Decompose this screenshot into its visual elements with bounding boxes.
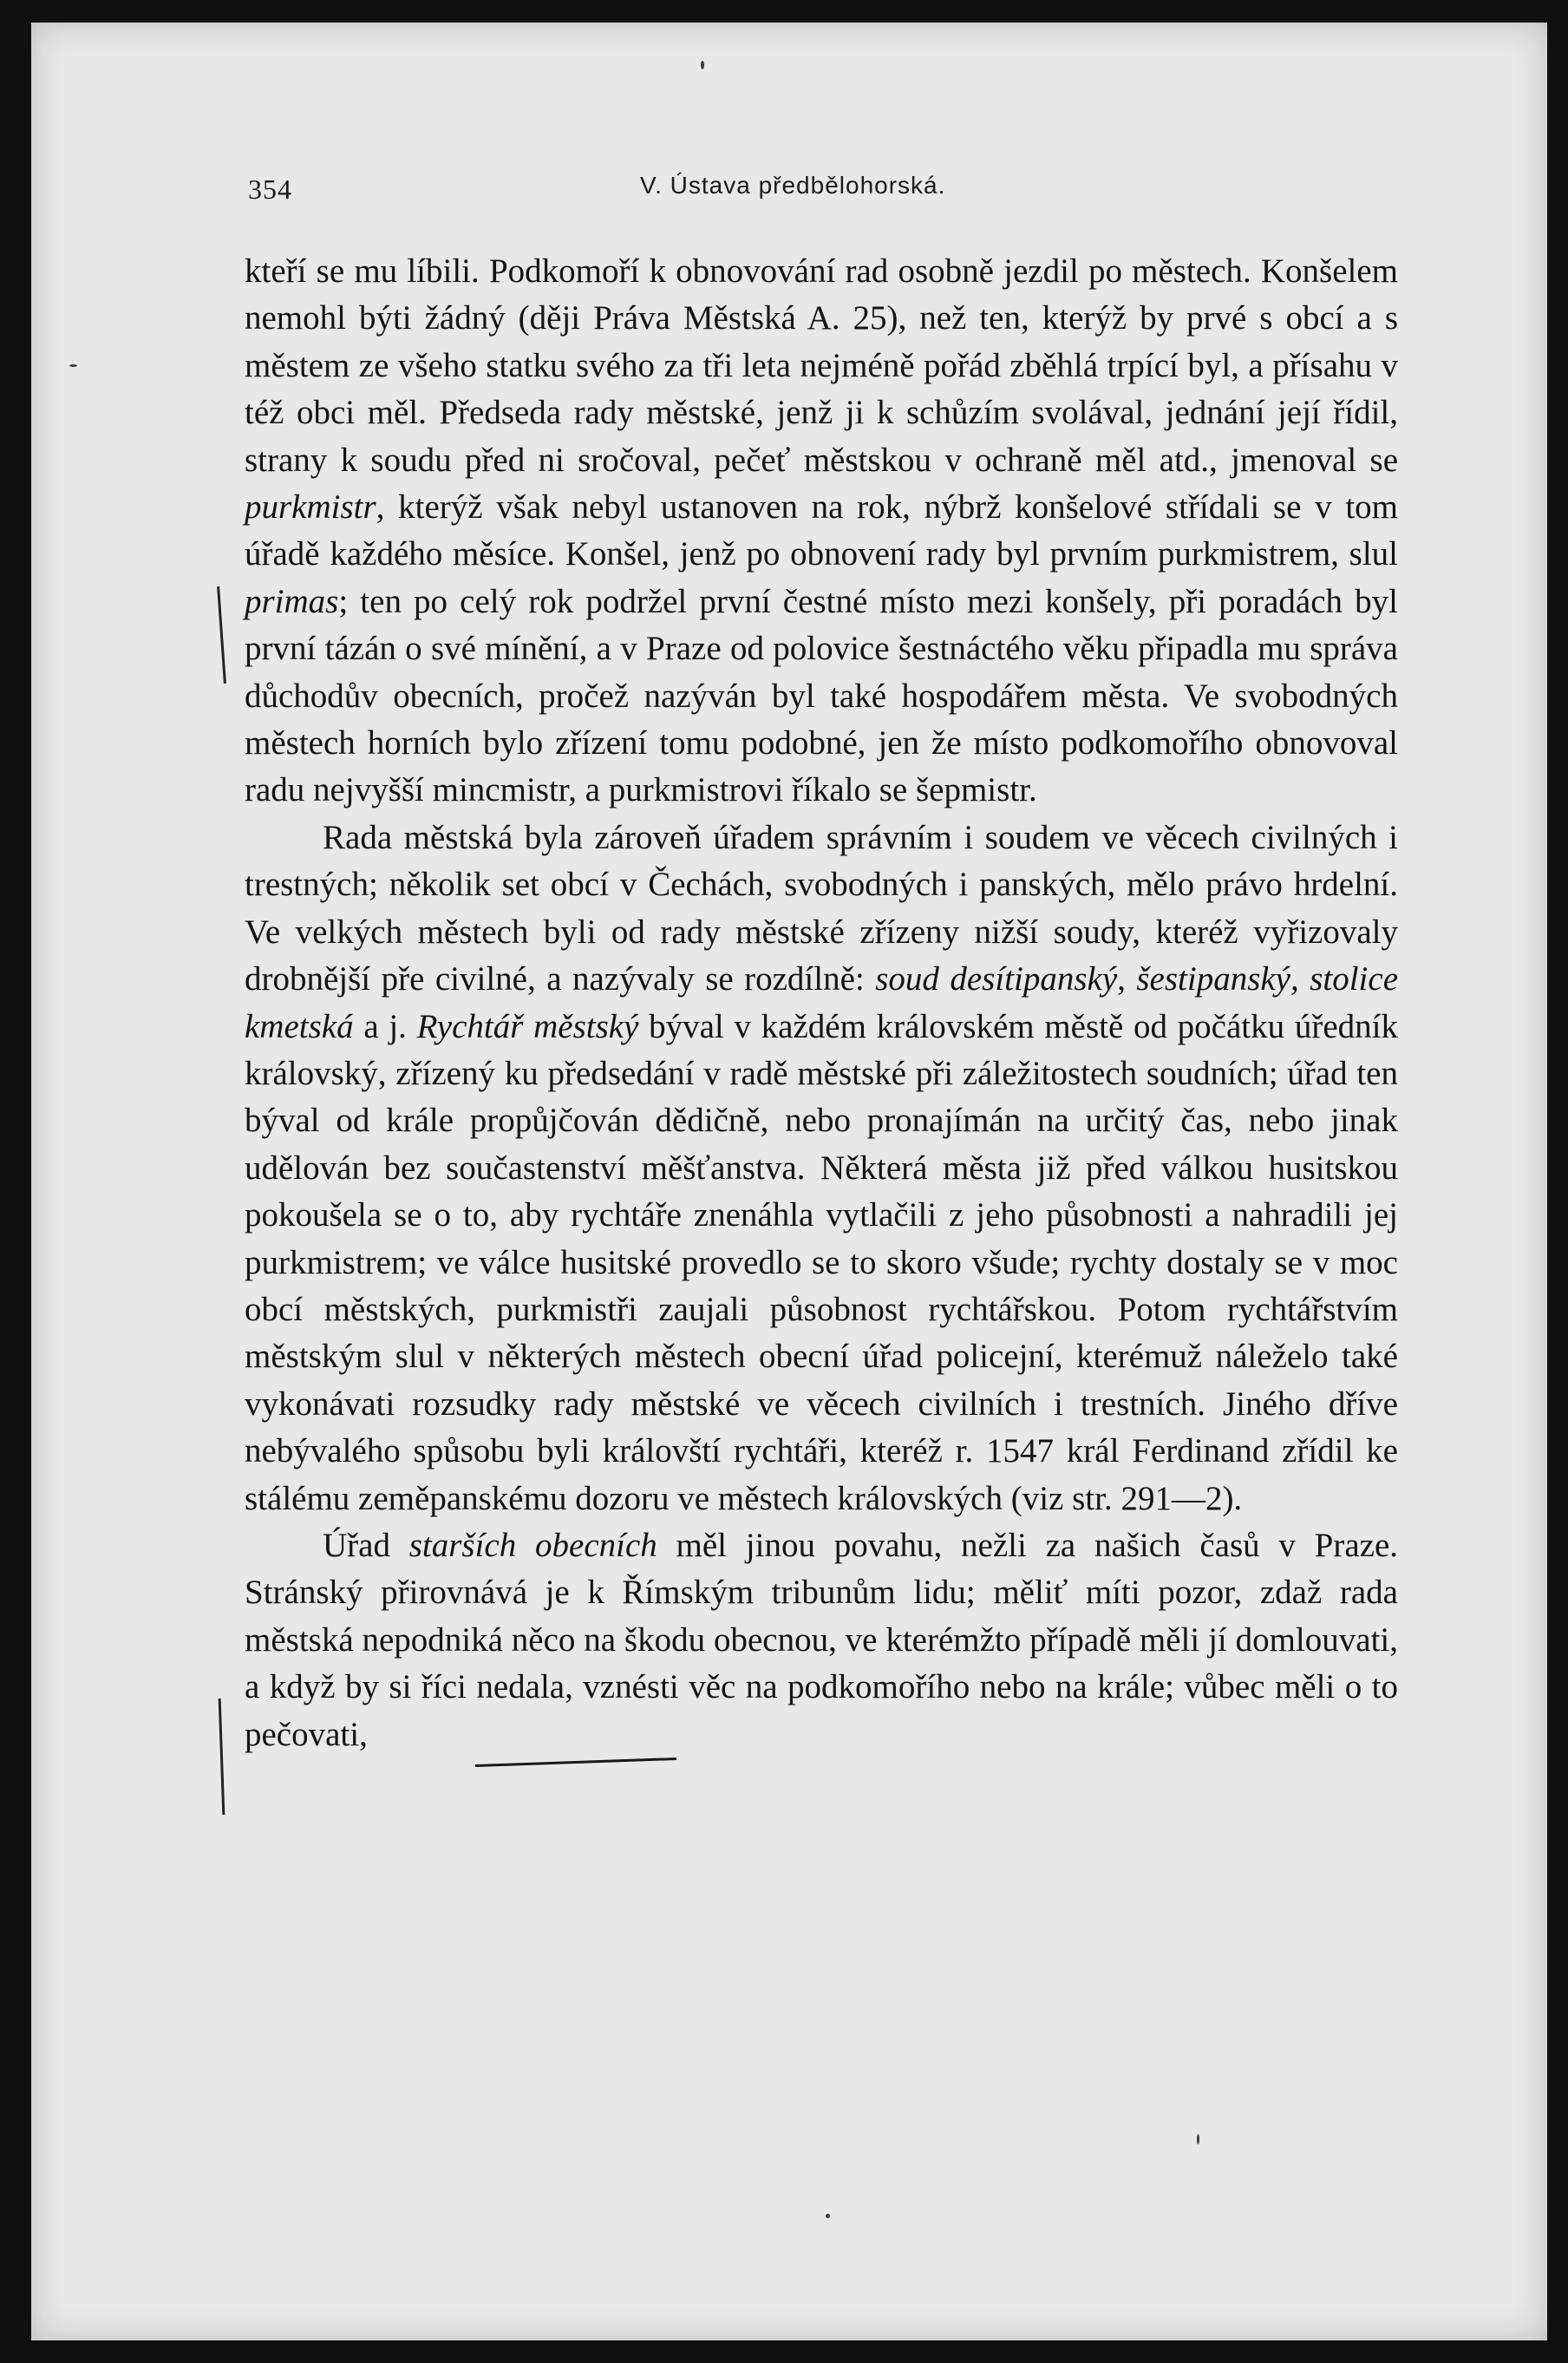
dust-speck [1197, 2134, 1199, 2144]
dust-speck [701, 61, 704, 69]
page-header [248, 170, 1393, 215]
page-number: 354 [248, 173, 292, 205]
body-text [245, 248, 1398, 1758]
paragraph [245, 815, 1398, 1522]
term-purkmistr: purkmistr [245, 488, 376, 527]
text-run: ; ten po celý rok podržel první čestné místo mezi konšely, při poradách byl první tázán o své mínění, a v Praze od polovice šestnáctého věku připadla mu správa důchodův obecních, pročež nazýván byl také hospodářem města. Ve svobodných městech horních bylo zřízení tomu podobné, jen že místo podkomořího obnovoval radu nejvyšší mincmistr, a purkmistrovi říkalo se šepmistr. [245, 582, 1398, 809]
running-head: V. Ústava předbělohorská. [640, 172, 946, 199]
term-rychtar: Rychtář městský [416, 1007, 639, 1045]
term-soudy: soud desítipanský, šestipanský, stolice kmetská [245, 960, 1399, 1045]
text-run: kteří se mu líbili. Podkomoří k obnovování rad osobně jezdil po městech. Konšelem nemohl býti žádný (ději Práva Městská A. 25), než ten, kterýž by prvé s obcí a s městem ze všeho statku svého za tři leta nejméně pořád zběhlá trpící byl, a přísahu v též obci měl. Předseda rady městské, jenž ji k schůzím svolával, jednání její řídil, strany k soudu před ni sročoval, pečeť městskou v ochraně měl atd., jmenoval se [245, 252, 1398, 479]
paragraph [245, 248, 1398, 815]
text-run: býval v každém královském městě od počátku úředník královský, zřízený ku předsedání v radě městské při záležitostech soudních; úřad ten býval od krále propůjčován dědičně, nebo pronajímán na určitý čas, nebo jinak udělován bez součastenství měšťanstva. Některá města již před válkou husitskou pokoušela se o to, aby rychtáře znenáhla vytlačili z jeho působnosti a nahradili jej purkmistrem; ve válce husitské provedlo se to skoro všude; rychty dostaly se v moc obcí městských, purkmistři zaujali působnost rychtářskou. Potom rychtářstvím městským slul v některých městech obecní úřad policejní, kterémuž náleželo také vykonávati rozsudky rady městské ve věcech civilních i trestních. Jiného dříve nebývalého spůsobu byli královští rychtáři, kteréž r. 1547 král Ferdinand zřídil ke stálému zeměpanskému dozoru ve městech královských (viz str. 291—2). [245, 1007, 1398, 1517]
text-run: měl jinou povahu, nežli za našich časů v Praze. Stránský přirovnává je k Římským tribunům lidu; měliť míti pozor, zdaž rada městská nepodniká něco na škodu obecnou, ve kterémžto případě měli jí domlouvati, a když by si říci nedala, vznésti věc na podkomořího nebo na krále; vůbec měli o to pečovati, [245, 1526, 1399, 1753]
term-starsi-obecni: starších obecních [408, 1526, 657, 1564]
dust-speck [69, 364, 77, 367]
text-run: a j. [353, 1007, 417, 1045]
paragraph [245, 1522, 1398, 1758]
dust-speck [826, 2214, 830, 2218]
text-run: , kterýž však nebyl ustanoven na rok, nýbrž konšelové střídali se v tom úřadě každého měsíce. Konšel, jenž po obnovení rady byl prvním purkmistrem, slul [245, 488, 1398, 573]
term-primas: primas [245, 582, 339, 620]
text-run: Rada městská byla zároveň úřadem správním i soudem ve věcech civilných i trestných; několik set obcí v Čechách, svobodných i panských, mělo právo hrdelní. Ve velkých městech byli od rady městské zřízeny nižší soudy, kteréž vyřizovaly drobnější pře civilné, a nazývaly se rozdílně: [245, 818, 1398, 998]
text-run: Úřad [323, 1526, 409, 1564]
